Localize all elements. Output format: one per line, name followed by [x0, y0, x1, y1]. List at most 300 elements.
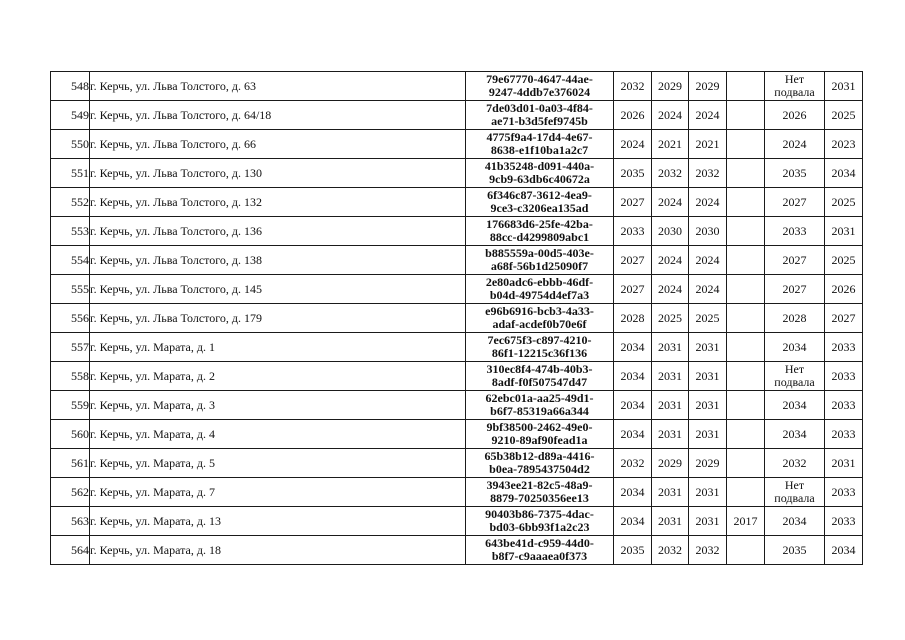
house-id-cell	[466, 304, 614, 333]
year-cell-4	[727, 246, 765, 275]
year-cell-1-text: 2034	[620, 368, 645, 383]
year-cell-2	[652, 130, 689, 159]
year-cell-1-text: 2028	[620, 310, 645, 325]
row-number-cell-text: 561	[71, 455, 89, 470]
address-cell-text: г. Керчь, ул. Льва Толстого, д. 66	[90, 136, 256, 151]
house-id-cell	[466, 275, 614, 304]
basement-year-cell	[765, 304, 825, 333]
house-id-line: 4775f9a4-17d4-4e67-	[486, 130, 593, 144]
year-cell-2-text: 2024	[658, 281, 682, 296]
basement-year-cell-text: 2032	[782, 455, 807, 470]
year-cell-1-text: 2035	[620, 542, 645, 557]
address-cell-text: г. Керчь, ул. Марата, д. 4	[90, 426, 215, 441]
house-id-cell	[466, 130, 614, 159]
address-cell	[90, 101, 466, 130]
year-cell-2	[652, 362, 689, 391]
house-id-line: adaf-acdef0b70e6f	[492, 317, 587, 331]
year-cell-2	[652, 449, 689, 478]
address-cell	[90, 507, 466, 536]
year-cell-2-text: 2032	[658, 165, 682, 180]
house-id-line: 8638-e1f10ba1a2c7	[490, 143, 589, 157]
year-cell-1	[614, 246, 652, 275]
house-id-cell	[466, 333, 614, 362]
year-cell-1	[614, 130, 652, 159]
year-cell-6-text: 2031	[831, 455, 856, 470]
house-id-line: 176683d6-25fe-42ba-	[486, 217, 593, 231]
year-cell-3-text: 2031	[695, 368, 720, 383]
basement-year-cell	[765, 72, 825, 101]
year-cell-1-text: 2026	[620, 107, 645, 122]
row-number-cell	[51, 275, 90, 304]
year-cell-2	[652, 72, 689, 101]
year-cell-3-text: 2031	[695, 426, 720, 441]
address-cell-text: г. Керчь, ул. Льва Толстого, д. 145	[90, 281, 262, 296]
basement-year-cell	[765, 246, 825, 275]
year-cell-1-text: 2032	[620, 455, 645, 470]
house-id-line: 79e67770-4647-44ae-	[486, 72, 593, 86]
address-cell-text: г. Керчь, ул. Марата, д. 18	[90, 542, 221, 557]
year-cell-6-text: 2034	[831, 542, 856, 557]
table-row	[51, 246, 863, 275]
house-id-line: 9ce3-c3206ea135ad	[490, 201, 589, 215]
year-cell-4	[727, 72, 765, 101]
year-cell-2	[652, 333, 689, 362]
basement-year-cell-text: 2034	[782, 426, 807, 441]
row-number-cell-text: 553	[71, 223, 89, 238]
year-cell-3-text: 2024	[695, 281, 720, 296]
house-id-line: 2e80adc6-ebbb-46df-	[485, 275, 594, 289]
year-cell-1	[614, 536, 652, 565]
house-id-cell	[466, 536, 614, 565]
address-cell-text: г. Керчь, ул. Льва Толстого, д. 64/18	[90, 107, 272, 122]
year-cell-6	[825, 246, 863, 275]
basement-year-cell-text: 2034	[782, 513, 807, 528]
house-id-line: ae71-b3d5fef9745b	[491, 114, 588, 128]
row-number-cell-text: 555	[71, 281, 89, 296]
year-cell-2-text: 2031	[658, 484, 682, 499]
row-number-cell	[51, 159, 90, 188]
year-cell-3	[689, 217, 727, 246]
address-cell	[90, 362, 466, 391]
house-id-cell	[466, 188, 614, 217]
address-cell	[90, 246, 466, 275]
house-id-cell	[466, 449, 614, 478]
row-number-cell-text: 560	[71, 426, 89, 441]
house-id-line: 310ec8f4-474b-40b3-	[486, 362, 593, 376]
year-cell-4	[727, 217, 765, 246]
year-cell-4-text: 2017	[733, 513, 758, 528]
house-id-line: b6f7-85319a66a344	[490, 404, 589, 418]
address-cell	[90, 478, 466, 507]
table-row	[51, 362, 863, 391]
house-id-cell	[466, 420, 614, 449]
row-number-cell	[51, 72, 90, 101]
basement-year-cell	[765, 333, 825, 362]
year-cell-6	[825, 217, 863, 246]
year-cell-2-text: 2030	[658, 223, 682, 238]
year-cell-6	[825, 101, 863, 130]
year-cell-2	[652, 159, 689, 188]
address-cell	[90, 304, 466, 333]
year-cell-4	[727, 536, 765, 565]
year-cell-1	[614, 275, 652, 304]
house-id-line: 643be41d-c959-44d0-	[485, 536, 594, 550]
address-cell-text: г. Керчь, ул. Марата, д. 1	[90, 339, 215, 354]
basement-year-cell-text: 2027	[782, 252, 807, 267]
year-cell-3-text: 2032	[695, 165, 720, 180]
year-cell-3	[689, 130, 727, 159]
year-cell-1	[614, 304, 652, 333]
year-cell-1-text: 2034	[620, 513, 645, 528]
address-cell-text: г. Керчь, ул. Льва Толстого, д. 138	[90, 252, 262, 267]
year-cell-1-text: 2027	[620, 252, 645, 267]
house-id-cell	[466, 391, 614, 420]
address-cell-text: г. Керчь, ул. Марата, д. 7	[90, 484, 215, 499]
table-row	[51, 333, 863, 362]
year-cell-3-text: 2032	[695, 542, 720, 557]
year-cell-3	[689, 449, 727, 478]
house-id-cell	[466, 362, 614, 391]
basement-year-cell-text: 2034	[782, 339, 807, 354]
address-cell	[90, 420, 466, 449]
basement-year-cell-text: 2035	[782, 165, 807, 180]
year-cell-2-text: 2031	[658, 368, 682, 383]
building-register-table	[50, 71, 863, 565]
table-row	[51, 391, 863, 420]
year-cell-1	[614, 391, 652, 420]
year-cell-6-text: 2025	[831, 252, 856, 267]
year-cell-6	[825, 333, 863, 362]
address-cell-text: г. Керчь, ул. Марата, д. 13	[90, 513, 221, 528]
address-cell	[90, 275, 466, 304]
year-cell-3-text: 2021	[695, 136, 720, 151]
house-id-line: 8adf-f0f507547d47	[491, 375, 588, 389]
year-cell-6-text: 2031	[831, 223, 856, 238]
table-row	[51, 130, 863, 159]
year-cell-4	[727, 188, 765, 217]
year-cell-2-text: 2029	[658, 78, 682, 93]
year-cell-1	[614, 159, 652, 188]
address-cell-text: г. Керчь, ул. Льва Толстого, д. 132	[90, 194, 262, 209]
basement-year-cell-text: 2028	[782, 310, 807, 325]
row-number-cell	[51, 478, 90, 507]
row-number-cell-text: 558	[71, 368, 89, 383]
year-cell-2	[652, 507, 689, 536]
address-cell-text: г. Керчь, ул. Марата, д. 3	[90, 397, 215, 412]
year-cell-6	[825, 420, 863, 449]
address-cell	[90, 72, 466, 101]
year-cell-6-text: 2031	[831, 78, 856, 93]
basement-year-cell-text: 2033	[782, 223, 807, 238]
table-row	[51, 536, 863, 565]
row-number-cell	[51, 362, 90, 391]
house-id-line: 9210-89af90fead1a	[491, 433, 588, 447]
house-id-line: 86f1-12215c36f136	[491, 346, 588, 360]
house-id-line: 8879-70250356ee13	[490, 491, 589, 505]
row-number-cell	[51, 391, 90, 420]
year-cell-2-text: 2031	[658, 426, 682, 441]
table-row	[51, 188, 863, 217]
address-cell	[90, 159, 466, 188]
address-cell-text: г. Керчь, ул. Марата, д. 2	[90, 368, 215, 383]
address-cell	[90, 391, 466, 420]
address-cell	[90, 449, 466, 478]
address-cell	[90, 333, 466, 362]
house-id-line: a68f-56b1d25090f7	[490, 259, 589, 273]
year-cell-6-text: 2025	[831, 194, 856, 209]
year-cell-1	[614, 101, 652, 130]
house-id-line: b885559a-00d5-403e-	[485, 246, 594, 260]
year-cell-6	[825, 159, 863, 188]
year-cell-3-text: 2031	[695, 397, 720, 412]
house-id-line: 6f346c87-3612-4ea9-	[487, 188, 592, 202]
address-cell	[90, 217, 466, 246]
basement-year-cell-text: 2034	[782, 397, 807, 412]
table-row	[51, 217, 863, 246]
table-row	[51, 449, 863, 478]
year-cell-3	[689, 507, 727, 536]
year-cell-6-text: 2033	[831, 426, 856, 441]
year-cell-2	[652, 217, 689, 246]
year-cell-1-text: 2024	[620, 136, 645, 151]
year-cell-3	[689, 478, 727, 507]
row-number-cell	[51, 333, 90, 362]
year-cell-1-text: 2034	[620, 339, 645, 354]
year-cell-2-text: 2029	[658, 455, 682, 470]
house-id-line: 90403b86-7375-4dac-	[485, 507, 594, 521]
basement-year-cell	[765, 478, 825, 507]
address-cell	[90, 188, 466, 217]
house-id-cell	[466, 159, 614, 188]
basement-year-cell	[765, 159, 825, 188]
basement-year-cell	[765, 391, 825, 420]
row-number-cell-text: 557	[71, 339, 89, 354]
year-cell-6	[825, 72, 863, 101]
year-cell-3-text: 2024	[695, 252, 720, 267]
house-id-line: 7ec675f3-c897-4210-	[487, 333, 592, 347]
year-cell-1-text: 2035	[620, 165, 645, 180]
year-cell-3-text: 2030	[695, 223, 720, 238]
year-cell-6-text: 2033	[831, 339, 856, 354]
year-cell-6-text: 2033	[831, 368, 856, 383]
year-cell-1-text: 2033	[620, 223, 645, 238]
table-row	[51, 101, 863, 130]
year-cell-2	[652, 478, 689, 507]
basement-year-cell-text: Нет подвала	[774, 362, 815, 389]
year-cell-3	[689, 304, 727, 333]
year-cell-4	[727, 362, 765, 391]
year-cell-3	[689, 101, 727, 130]
year-cell-2	[652, 275, 689, 304]
year-cell-1-text: 2027	[620, 281, 645, 296]
year-cell-3	[689, 72, 727, 101]
year-cell-2-text: 2025	[658, 310, 682, 325]
year-cell-1	[614, 333, 652, 362]
year-cell-4	[727, 391, 765, 420]
year-cell-6	[825, 507, 863, 536]
year-cell-2	[652, 391, 689, 420]
row-number-cell	[51, 304, 90, 333]
house-id-line: 41b35248-d091-440a-	[484, 159, 595, 173]
year-cell-6	[825, 362, 863, 391]
year-cell-1-text: 2032	[620, 78, 645, 93]
house-id-line: bd03-6bb93f1a2c23	[489, 520, 590, 534]
year-cell-6	[825, 275, 863, 304]
house-id-cell	[466, 101, 614, 130]
year-cell-1	[614, 478, 652, 507]
year-cell-6-text: 2025	[831, 107, 856, 122]
basement-year-cell	[765, 449, 825, 478]
house-id-line: b8f7-c9aaaea0f373	[491, 549, 588, 563]
row-number-cell	[51, 188, 90, 217]
year-cell-1	[614, 362, 652, 391]
year-cell-1-text: 2027	[620, 194, 645, 209]
year-cell-4	[727, 478, 765, 507]
year-cell-3-text: 2031	[695, 513, 720, 528]
year-cell-3	[689, 246, 727, 275]
year-cell-4	[727, 159, 765, 188]
year-cell-6	[825, 304, 863, 333]
year-cell-2-text: 2032	[658, 542, 682, 557]
row-number-cell-text: 551	[71, 165, 89, 180]
house-id-line: 62ebc01a-aa25-49d1-	[485, 391, 594, 405]
year-cell-4	[727, 304, 765, 333]
year-cell-6	[825, 391, 863, 420]
year-cell-6	[825, 130, 863, 159]
year-cell-3	[689, 391, 727, 420]
basement-year-cell-text: 2027	[782, 194, 807, 209]
basement-year-cell-text: 2027	[782, 281, 807, 296]
year-cell-3	[689, 333, 727, 362]
row-number-cell-text: 548	[71, 78, 89, 93]
year-cell-1	[614, 217, 652, 246]
year-cell-2	[652, 420, 689, 449]
year-cell-2	[652, 246, 689, 275]
year-cell-1	[614, 420, 652, 449]
year-cell-2-text: 2031	[658, 397, 682, 412]
row-number-cell	[51, 420, 90, 449]
basement-year-cell	[765, 536, 825, 565]
row-number-cell	[51, 449, 90, 478]
row-number-cell-text: 559	[71, 397, 89, 412]
year-cell-6-text: 2033	[831, 397, 856, 412]
basement-year-cell	[765, 275, 825, 304]
year-cell-3	[689, 420, 727, 449]
year-cell-2-text: 2024	[658, 252, 682, 267]
basement-year-cell	[765, 188, 825, 217]
house-id-line: 88cc-d4299809abc1	[489, 230, 590, 244]
house-id-line: b0ea-7895437504d2	[489, 462, 590, 476]
basement-year-cell	[765, 217, 825, 246]
year-cell-1-text: 2034	[620, 426, 645, 441]
year-cell-4	[727, 507, 765, 536]
house-id-line: b04d-49754d4ef7a3	[489, 288, 590, 302]
year-cell-3-text: 2029	[695, 78, 720, 93]
table-row	[51, 159, 863, 188]
year-cell-3-text: 2029	[695, 455, 720, 470]
house-id-line: 3943ee21-82c5-48a9-	[486, 478, 593, 492]
row-number-cell	[51, 217, 90, 246]
year-cell-1	[614, 507, 652, 536]
address-cell-text: г. Керчь, ул. Марата, д. 5	[90, 455, 215, 470]
year-cell-3-text: 2031	[695, 484, 720, 499]
year-cell-1-text: 2034	[620, 397, 645, 412]
year-cell-2	[652, 101, 689, 130]
year-cell-3-text: 2031	[695, 339, 720, 354]
year-cell-2	[652, 304, 689, 333]
year-cell-3	[689, 159, 727, 188]
year-cell-4	[727, 449, 765, 478]
row-number-cell-text: 554	[71, 252, 89, 267]
basement-year-cell-text: Нет подвала	[774, 478, 815, 505]
table-body	[51, 72, 863, 565]
row-number-cell-text: 549	[71, 107, 89, 122]
year-cell-6	[825, 188, 863, 217]
year-cell-1-text: 2034	[620, 484, 645, 499]
row-number-cell-text: 563	[71, 513, 89, 528]
basement-year-cell	[765, 130, 825, 159]
row-number-cell	[51, 101, 90, 130]
year-cell-3	[689, 275, 727, 304]
basement-year-cell-text: 2024	[782, 136, 807, 151]
table-row	[51, 478, 863, 507]
year-cell-6-text: 2026	[831, 281, 856, 296]
house-id-line: 65b38b12-d89a-4416-	[484, 449, 595, 463]
table-row	[51, 72, 863, 101]
year-cell-2-text: 2031	[658, 339, 682, 354]
year-cell-2-text: 2024	[658, 107, 682, 122]
year-cell-2-text: 2024	[658, 194, 682, 209]
row-number-cell-text: 550	[71, 136, 89, 151]
row-number-cell-text: 556	[71, 310, 89, 325]
house-id-line: 7de03d01-0a03-4f84-	[486, 101, 593, 115]
table-row	[51, 275, 863, 304]
address-cell-text: г. Керчь, ул. Льва Толстого, д. 136	[90, 223, 262, 238]
year-cell-1	[614, 72, 652, 101]
house-id-cell	[466, 72, 614, 101]
address-cell	[90, 130, 466, 159]
address-cell	[90, 536, 466, 565]
house-id-line: 9bf38500-2462-49e0-	[486, 420, 593, 434]
basement-year-cell	[765, 362, 825, 391]
year-cell-3	[689, 362, 727, 391]
house-id-cell	[466, 478, 614, 507]
house-id-line: 9247-4ddb7e376024	[488, 85, 591, 99]
year-cell-3-text: 2025	[695, 310, 720, 325]
row-number-cell	[51, 507, 90, 536]
year-cell-6-text: 2027	[831, 310, 856, 325]
table-row	[51, 420, 863, 449]
house-id-cell	[466, 507, 614, 536]
basement-year-cell-text: 2026	[782, 107, 807, 122]
row-number-cell-text: 552	[71, 194, 89, 209]
year-cell-2	[652, 536, 689, 565]
row-number-cell-text: 564	[71, 542, 89, 557]
house-id-line: 9cb9-63db6c40672a	[489, 172, 590, 186]
year-cell-2	[652, 188, 689, 217]
basement-year-cell-text: Нет подвала	[774, 72, 815, 99]
year-cell-2-text: 2031	[658, 513, 682, 528]
year-cell-6	[825, 536, 863, 565]
table-row	[51, 507, 863, 536]
basement-year-cell-text: 2035	[782, 542, 807, 557]
year-cell-6-text: 2033	[831, 513, 856, 528]
year-cell-3-text: 2024	[695, 107, 720, 122]
address-cell-text: г. Керчь, ул. Льва Толстого, д. 130	[90, 165, 262, 180]
address-cell-text: г. Керчь, ул. Льва Толстого, д. 179	[90, 310, 262, 325]
year-cell-6-text: 2033	[831, 484, 856, 499]
table-row	[51, 304, 863, 333]
